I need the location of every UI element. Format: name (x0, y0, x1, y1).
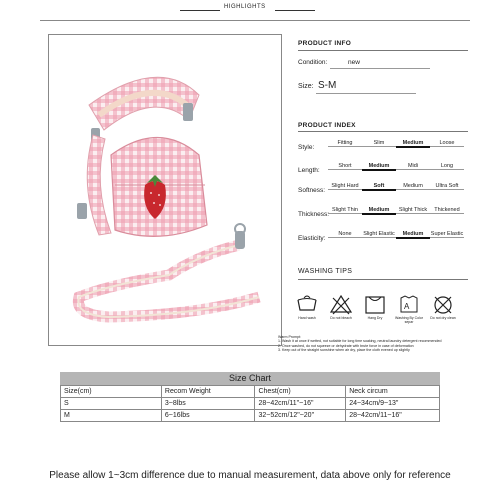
index-option: Slight Elastic (363, 231, 395, 237)
size-chart-table (60, 385, 440, 422)
harness-product-image (49, 35, 281, 345)
size-table-header-row (61, 386, 440, 398)
size-underline (316, 93, 416, 94)
washing-tips-rule (298, 279, 468, 280)
wash-icon-label: Hang Dry (367, 316, 383, 320)
index-option: Slim (362, 140, 396, 147)
warm-prompt-notes (278, 335, 478, 352)
wash-icon-label: Washing By Color separ (395, 316, 423, 324)
index-option: Medium (396, 231, 430, 239)
index-option: Super Elastic (430, 231, 464, 237)
product-info-rule (298, 50, 468, 51)
size-table-cell: S (61, 398, 162, 410)
size-table-header-cell: Chest(cm) (255, 386, 346, 398)
size-table-header-cell: Neck circum (346, 386, 440, 398)
product-index-rule (298, 131, 468, 132)
wash-icon-label: Do not dry clean (430, 316, 456, 320)
size-table-cell: M (61, 410, 162, 422)
warm-prompt-line: 1. Wash it at once if wetted, not suitable for long time soaking, neutral laundry detergent recommended (278, 339, 442, 344)
size-value: S-M (318, 80, 337, 91)
header-divider (40, 20, 470, 21)
svg-text:A: A (404, 302, 410, 311)
index-option: Slight Hard (328, 183, 362, 190)
index-label: Style: (298, 144, 315, 151)
index-option: Long (430, 163, 464, 170)
footer-disclaimer: Please allow 1~3cm difference due to manual measurement, data above only for reference (49, 470, 451, 481)
index-label: Thickness: (298, 211, 330, 218)
highlights-title: HIGHLIGHTS (224, 4, 266, 10)
product-photo-frame (48, 34, 282, 346)
index-option: Soft (362, 183, 396, 191)
index-option: Slight Thick (396, 207, 430, 214)
index-option: Medium (396, 183, 430, 190)
size-table-row (61, 398, 440, 410)
warm-prompt-line: 2. Once washed, do not squeeze or dehydrate with brute force in case of deformation (278, 343, 414, 348)
index-option: Short (328, 163, 362, 170)
index-option: None (328, 231, 362, 238)
size-table-cell: 28~42cm/11~16" (346, 410, 440, 422)
index-option: Medium (396, 140, 430, 148)
header-rule-left (180, 10, 220, 11)
product-index-heading: PRODUCT INDEX (298, 122, 356, 129)
wash-icon-label: Hand wash (298, 316, 316, 320)
index-label: Length: (298, 167, 320, 174)
condition-underline (330, 68, 430, 69)
header-rule-right (275, 10, 315, 11)
size-table-cell: 24~34cm/9~13" (346, 398, 440, 410)
size-table-row (61, 410, 440, 422)
size-table-cell: 32~52cm/12"~20" (255, 410, 346, 422)
index-option: Ultra Soft (430, 183, 464, 190)
index-label: Softness: (298, 187, 326, 194)
size-label: Size: (298, 83, 314, 90)
size-table-cell: 3~8lbs (161, 398, 255, 410)
index-option: Medium (362, 207, 396, 215)
size-chart-title: Size Chart (60, 372, 440, 385)
washing-tips-heading: WASHING TIPS (298, 268, 353, 275)
index-option: Loose (430, 140, 464, 147)
index-option: Slight Thin (328, 207, 362, 214)
index-option: Medium (362, 163, 396, 171)
size-table-cell: 28~42cm/11"~16" (255, 398, 346, 410)
warm-prompt-line: 3. Keep out of the straight sunshine when air dry, place the cloth evened up slightly (278, 347, 410, 352)
index-option: Thickened (430, 207, 464, 214)
index-label: Elasticity: (298, 235, 326, 242)
warm-prompt-line: Warm Prompt: (278, 335, 302, 339)
product-info-heading: PRODUCT INFO (298, 40, 352, 47)
condition-value: new (348, 59, 360, 66)
size-table-header-cell: Size(cm) (61, 386, 162, 398)
index-option: Midi (396, 163, 430, 170)
condition-label: Condition: (298, 59, 328, 66)
wash-icon-label: Do not bleach (330, 316, 352, 320)
size-table-header-cell: Recom Weight (161, 386, 255, 398)
index-option: Fitting (328, 140, 362, 147)
size-table-cell: 6~16lbs (161, 410, 255, 422)
